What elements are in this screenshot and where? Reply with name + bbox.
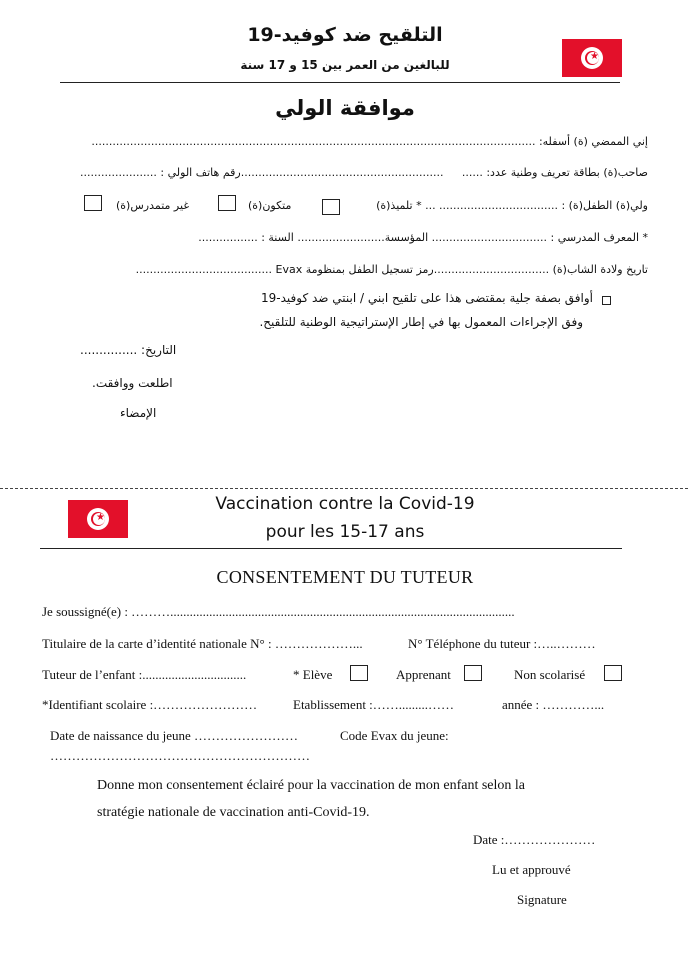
arabic-line-id-card: صاحب(ة) بطاقة تعريف وطنية عدد: ......	[461, 166, 648, 179]
arabic-date-line: التاريخ: ...............	[80, 343, 177, 357]
french-approved: Lu et approuvé	[492, 862, 571, 877]
tunisia-flag-icon: ★	[562, 39, 622, 77]
french-pupil-label: * Elève	[293, 667, 333, 682]
arabic-title: التلقيح ضد كوفيد-19	[247, 24, 443, 46]
arabic-pupil-checkbox[interactable]	[322, 199, 340, 215]
arabic-heading: موافقة الولي	[275, 96, 415, 120]
french-date-line: Date :…………………	[473, 832, 596, 847]
french-title-line2: pour les 15-17 ans	[265, 522, 425, 542]
french-signature: Signature	[517, 892, 567, 907]
french-line-phone: N° Téléphone du tuteur :…..………	[408, 636, 596, 651]
french-line-evax: Code Evax du jeune:	[340, 728, 449, 743]
french-pupil-checkbox[interactable]	[350, 665, 368, 681]
french-line-evax-blank: ……………………………………………………	[50, 748, 310, 763]
french-heading: CONSENTEMENT DU TUTEUR	[216, 567, 474, 587]
arabic-line-undersigned: إني الممضي (ة) أسفله: ...............................................................................................................................	[91, 135, 648, 148]
french-line-id-card: Titulaire de la carte d’identité nationale N° : ………………...	[42, 636, 363, 651]
french-trainee-checkbox[interactable]	[464, 665, 482, 681]
arabic-line-guardian: ولي(ة) الطفل(ة) : .................................. ... * تلميذ(ة)	[376, 199, 648, 212]
french-line-birth-date: Date de naissance du jeune ……………………	[50, 728, 299, 743]
french-line-establishment: Etablissement :…….........……	[293, 697, 455, 712]
french-consent-line2: stratégie nationale de vaccination anti-Covid-19.	[97, 805, 370, 820]
arabic-not-schooled-checkbox[interactable]	[84, 195, 102, 211]
french-not-schooled-checkbox[interactable]	[604, 665, 622, 681]
arabic-consent-line2: وفق الإجراءات المعمول بها في إطار الإستراتيجية الوطنية للتلقيح.	[259, 315, 583, 329]
arabic-trainee-checkbox[interactable]	[218, 195, 236, 211]
french-line-year: année : …………...	[502, 697, 605, 712]
arabic-title-rule	[60, 82, 620, 83]
arabic-consent-line1: أوافق بصفة جلية بمقتضى هذا على تلقيح ابني / ابنتي ضد كوفيد-19	[260, 291, 593, 305]
arabic-consent-checkbox[interactable]	[602, 296, 611, 305]
arabic-subtitle: للبالغين من العمر بين 15 و 17 سنة	[240, 58, 450, 72]
arabic-approved: اطلعت ووافقت.	[92, 376, 173, 390]
cut-line	[0, 488, 688, 489]
arabic-line-school-id: * المعرف المدرسي : ................................. المؤسسة......................... السنة : .................	[198, 231, 648, 244]
french-trainee-label: Apprenant	[396, 667, 451, 682]
french-consent-line1: Donne mon consentement éclairé pour la vaccination de mon enfant selon la	[97, 778, 526, 793]
tunisia-flag-icon: ★	[68, 500, 128, 538]
arabic-trainee-label: متكون(ة)	[248, 199, 292, 212]
french-line-undersigned: Je soussigné(e) : ………..........................................................................................................	[42, 604, 515, 619]
arabic-line-birth-evax: تاريخ ولادة الشاب(ة) .................................رمز تسجيل الطفل بمنظومة Evax .......................................	[135, 263, 648, 276]
arabic-not-schooled-label: غير متمدرس(ة)	[116, 199, 190, 212]
french-title-line1: Vaccination contre la Covid-19	[215, 494, 475, 514]
french-title-rule	[40, 548, 622, 549]
french-line-school-id: *Identifiant scolaire :……………………	[42, 697, 258, 712]
arabic-line-phone: ..........................................................رقم هاتف الولي : ......................	[80, 166, 444, 179]
french-not-schooled-label: Non scolarisé	[514, 667, 586, 682]
french-line-guardian: Tuteur de l’enfant :................................	[42, 667, 247, 682]
arabic-signature: الإمضاء	[120, 406, 157, 420]
